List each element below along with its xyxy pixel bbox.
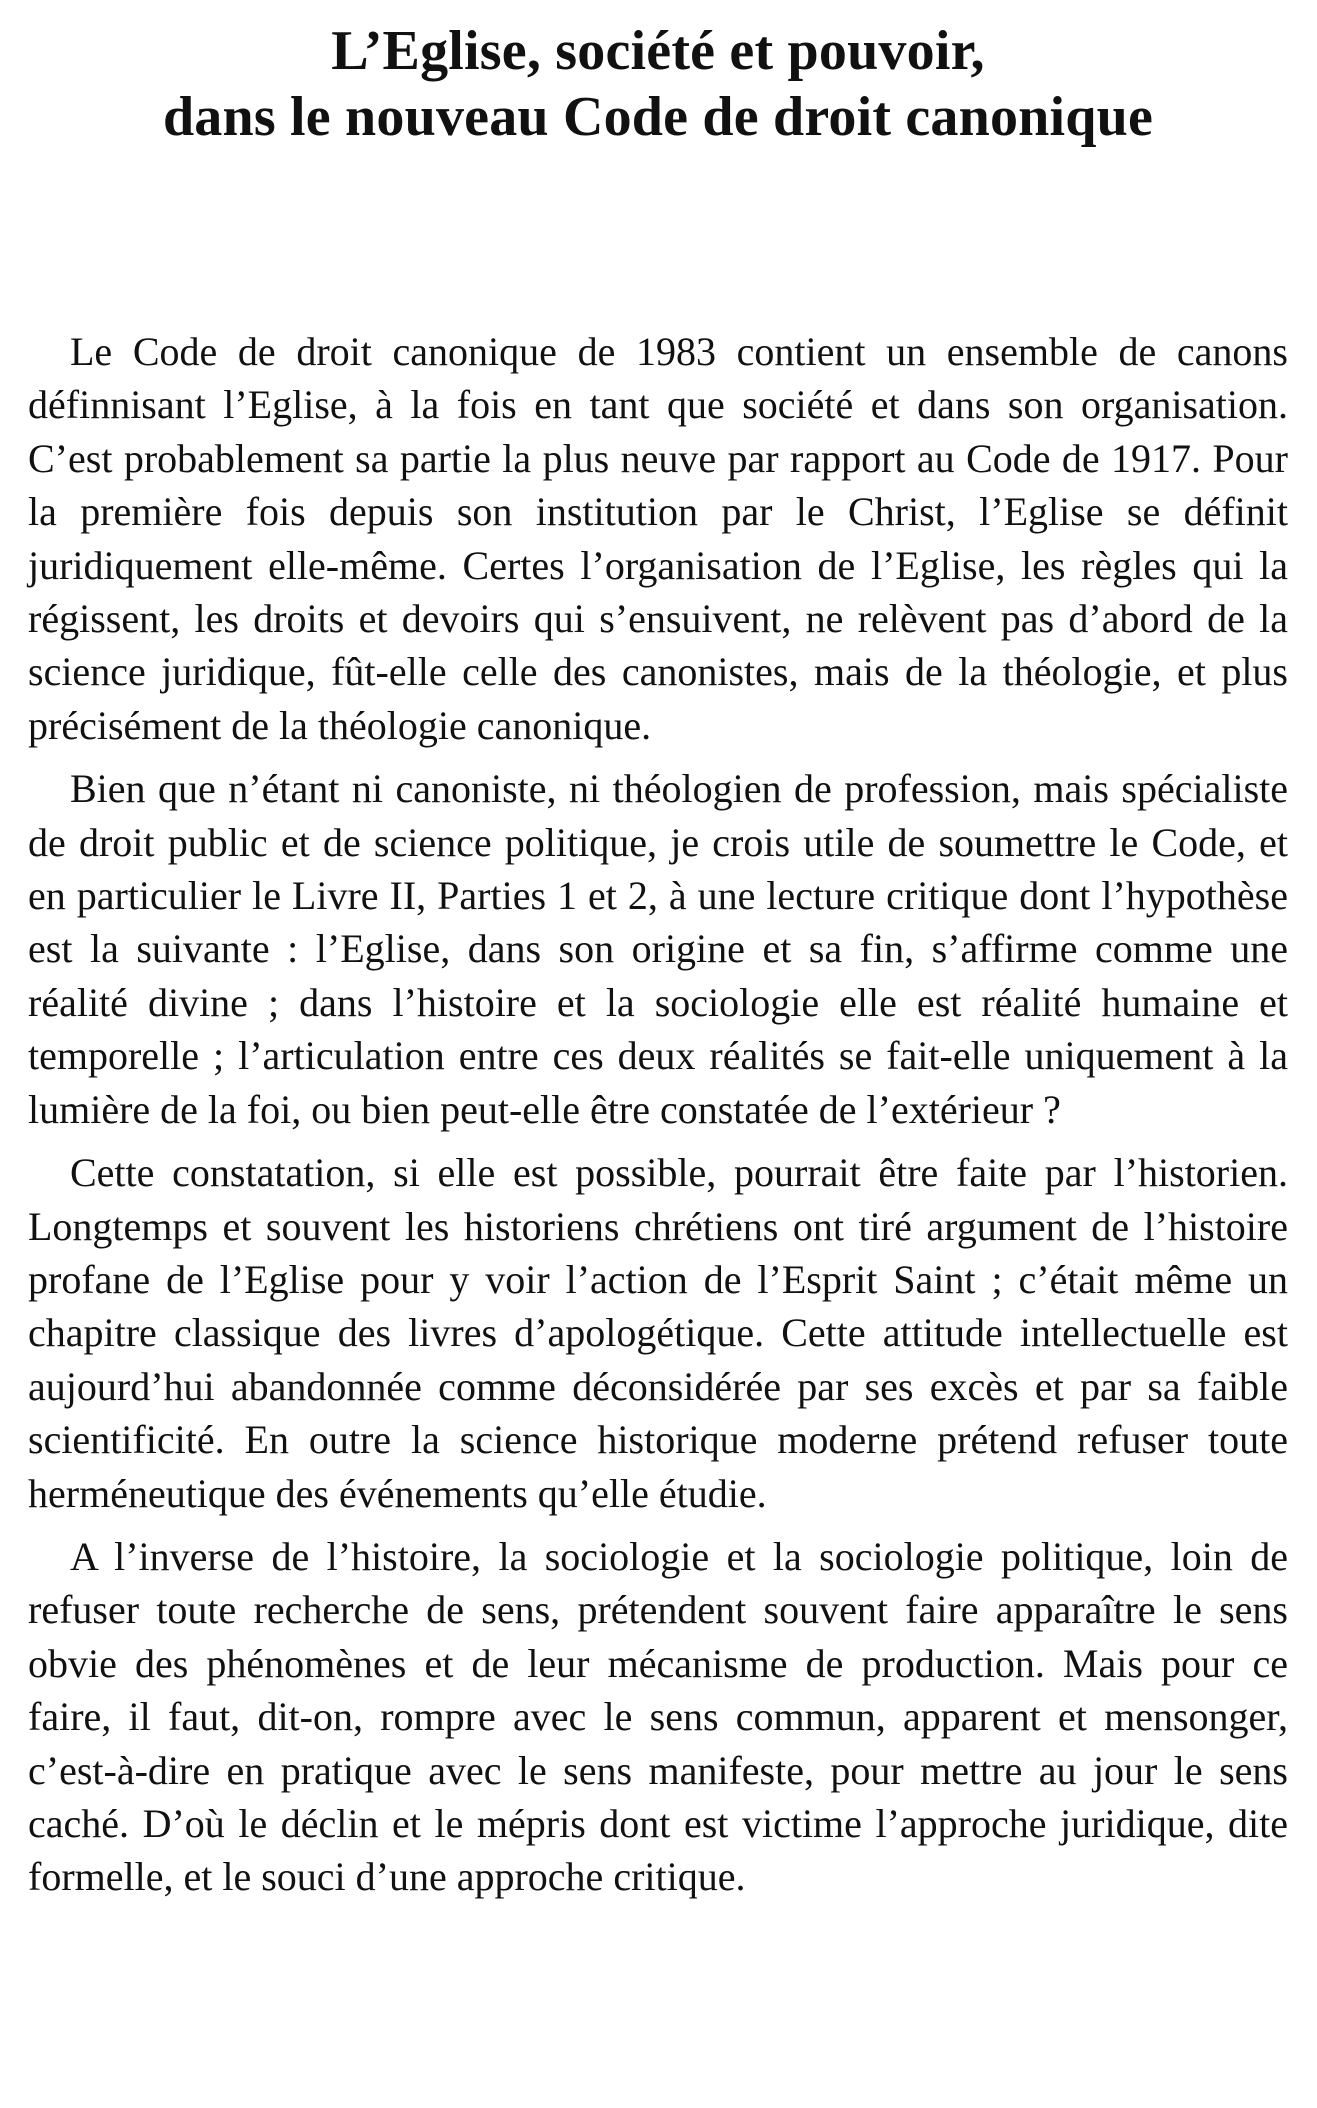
title-line-2: dans le nouveau Code de droit canonique bbox=[162, 86, 1154, 148]
paragraph-4: A l’inverse de l’histoire, la sociologie et la sociologie politique, loin de refuser toute recherche de sens, prétendent souvent faire apparaître le sens obvie des phénomènes et de leur mécanisme de production. Mais pour ce faire, il faut, dit-on, rompre avec le sens commun, apparent et mensonger, c’est-à-dire en pratique avec le sens manifeste, pour mettre au jour le sens caché. D’où le déclin et le mépris dont est victime l’approche juridique, dite formelle, et le souci d’une approche critique. bbox=[28, 1533, 1288, 1900]
article-body bbox=[28, 325, 1288, 1914]
title-line-1: L’Eglise, société et pouvoir, bbox=[331, 20, 985, 82]
paragraph-2: Bien que n’étant ni canoniste, ni théologien de profession, mais spécialiste de droit public et de science politique, je crois utile de soumettre le Code, et en particulier le Livre II, Parties 1 et 2, à une lecture critique dont l’hypothèse est la suivante : l’Eglise, dans son origine et sa fin, s’affirme comme une réalité divine ; dans l’histoire et la sociologie elle est réalité humaine et temporelle ; l’articulation entre ces deux réalités se fait-elle uniquement à la lumière de la foi, ou bien peut-elle être constatée de l’extérieur ? bbox=[28, 766, 1288, 1132]
document-page bbox=[28, 0, 1288, 2108]
paragraph-1: Le Code de droit canonique de 1983 contient un ensemble de canons définnisant l’Eglise, à la fois en tant que société et dans son organisation. C’est probablement sa partie la plus neuve par rapport au Code de 1917. Pour la première fois depuis son institution par le Christ, l’Eglise se définit juridiquement elle-même. Certes l’organisation de l’Eglise, les règles qui la régissent, les droits et devoirs qui s’ensuivent, ne relèvent pas d’abord de la science juridique, fût-elle celle des canonistes, mais de la théologie, et plus précisément de la théologie canonique. bbox=[28, 329, 1288, 748]
article-title bbox=[28, 0, 1288, 150]
paragraph-3: Cette constatation, si elle est possible, pourrait être faite par l’historien. Longtemps et souvent les historiens chrétiens ont tiré argument de l’histoire profane de l’Eglise pour y voir l’action de l’Esprit Saint ; c’était même un chapitre classique des livres d’apologétique. Cette attitude intellectuelle est aujourd’hui abandonnée comme déconsidérée par ses excès et par sa faible scientificité. En outre la science historique moderne prétend refuser toute herméneutique des événements qu’elle étudie. bbox=[28, 1150, 1288, 1516]
